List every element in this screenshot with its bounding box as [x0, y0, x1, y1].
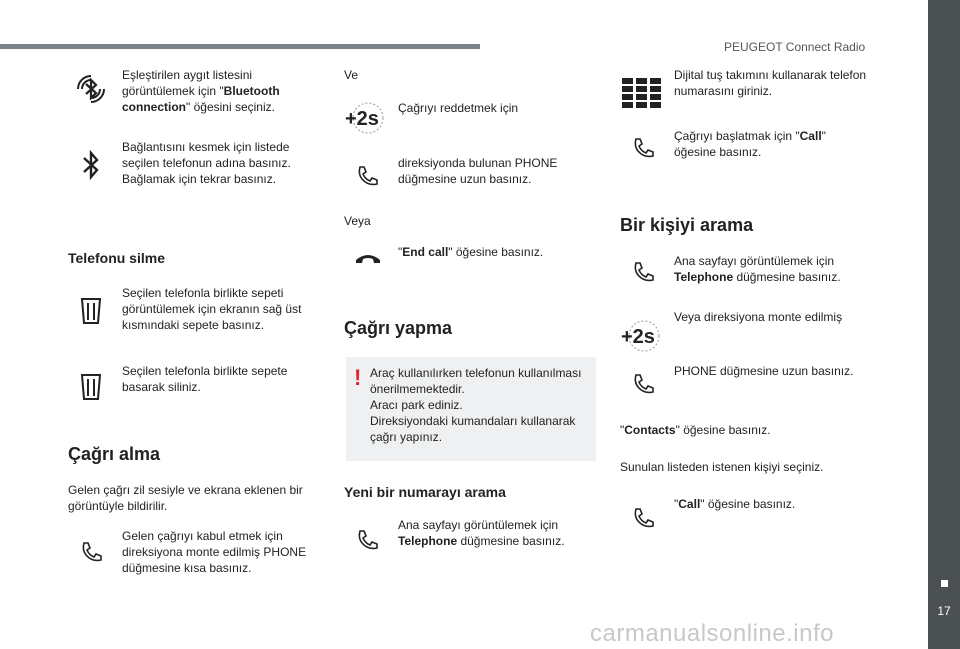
col2-item3-text: "End call" öğesine basınız.	[398, 245, 544, 259]
col1-item5-text: Gelen çağrıyı kabul etmek için direksiyona monte edilmiş PHONE düğmesine kısa basınız.	[122, 529, 307, 575]
end-call-icon	[354, 250, 382, 264]
trash-icon	[80, 372, 102, 402]
ve-label: Ve	[344, 68, 359, 82]
section-new-number: Yeni bir numarayı arama	[344, 484, 506, 500]
col3-item1-text: Dijital tuş takımını kullanarak telefon numarasını giriniz.	[674, 68, 867, 98]
col2-item4-text: Ana sayfayı görüntülemek için Telephone düğmesine basınız.	[398, 518, 565, 548]
col3-item4-text: Veya direksiyona monte edilmiş	[674, 310, 843, 324]
page-dot	[941, 580, 948, 587]
phone-icon	[356, 164, 380, 188]
section-receive-call: Çağrı alma	[68, 444, 161, 464]
keypad-icon	[622, 78, 662, 108]
col3-item6-text: "Call" öğesine basınız.	[674, 497, 796, 511]
col2-item1-text: Çağrıyı reddetmek için	[398, 101, 519, 115]
col2-item1-icon-label: +2s	[345, 108, 379, 130]
warning-icon: !	[354, 365, 362, 390]
veya-label: Veya	[344, 214, 371, 228]
warning-text: Araç kullanılırken telefonun kullanılması önerilmemektedir. Aracı park ediniz. Direksiyondaki kumandaları kullanarak çağrı yapınız.	[370, 366, 582, 444]
right-strip	[928, 0, 960, 649]
warning-box	[346, 357, 596, 461]
top-bar	[0, 44, 480, 49]
contacts-text: "Contacts" öğesine basınız.	[620, 423, 771, 437]
col3-item5-text: PHONE düğmesine uzun basınız.	[674, 364, 854, 378]
col1-item3-text: Seçilen telefonla birlikte sepeti görüntülemek için ekranın sağ üst kısmındaki sepete basınız.	[122, 286, 302, 332]
col3-item4-icon-label: +2s	[621, 326, 655, 348]
section-make-call: Çağrı yapma	[344, 318, 453, 338]
phone-icon	[356, 528, 380, 552]
col2-item2-text: direksiyonda bulunan PHONE düğmesine uzun basınız.	[398, 156, 558, 186]
col1-item2-text: Bağlantısını kesmek için listede seçilen telefonun adına basınız. Bağlamak için tekrar basınız.	[122, 140, 291, 186]
bluetooth-connection-icon	[74, 72, 108, 106]
trash-icon	[80, 296, 102, 326]
phone-icon	[632, 372, 656, 396]
col3-item3-text: Ana sayfayı görüntülemek için Telephone düğmesine basınız.	[674, 254, 841, 284]
section-call-contact: Bir kişiyi arama	[620, 215, 754, 235]
select-contact-text: Sunulan listeden istenen kişiyi seçiniz.	[620, 460, 824, 474]
phone-icon	[632, 260, 656, 284]
bluetooth-icon	[80, 148, 102, 182]
col1-item4-text: Seçilen telefonla birlikte sepete basarak siliniz.	[122, 364, 288, 394]
phone-icon	[632, 136, 656, 160]
phone-icon	[632, 506, 656, 530]
header-title: PEUGEOT Connect Radio	[724, 40, 866, 54]
col1-item1-text: Eşleştirilen aygıt listesini görüntülemek için "Bluetooth connection" öğesini seçiniz.	[122, 68, 280, 114]
section-delete-phone: Telefonu silme	[68, 250, 165, 266]
phone-icon	[80, 540, 104, 564]
col3-item2-text: Çağrıyı başlatmak için "Call" öğesine basınız.	[674, 129, 826, 159]
watermark: carmanualsonline.info	[590, 620, 834, 647]
page-number: 17	[937, 604, 951, 618]
receive-intro: Gelen çağrı zil sesiyle ve ekrana eklenen bir görüntüyle bildirilir.	[68, 483, 303, 513]
